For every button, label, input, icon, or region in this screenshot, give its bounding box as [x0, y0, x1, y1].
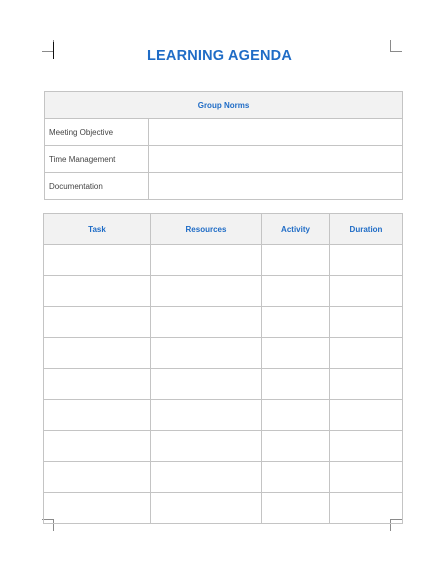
table-row: [44, 369, 403, 400]
group-norms-table: [44, 91, 403, 200]
table-row: [44, 338, 403, 369]
task-cell[interactable]: [44, 493, 151, 524]
norm-label-time-management: Time Management: [45, 146, 149, 173]
task-cell[interactable]: [44, 462, 151, 493]
task-cell[interactable]: [44, 400, 151, 431]
resources-cell[interactable]: [151, 493, 262, 524]
activity-cell[interactable]: [262, 431, 330, 462]
activity-cell[interactable]: [262, 338, 330, 369]
resources-cell[interactable]: [151, 431, 262, 462]
duration-cell[interactable]: [330, 276, 403, 307]
activity-cell[interactable]: [262, 307, 330, 338]
resources-cell[interactable]: [151, 400, 262, 431]
resources-cell[interactable]: [151, 369, 262, 400]
table-row: [44, 307, 403, 338]
activity-cell[interactable]: [262, 369, 330, 400]
duration-cell[interactable]: [330, 307, 403, 338]
task-cell[interactable]: [44, 245, 151, 276]
duration-cell[interactable]: [330, 400, 403, 431]
activity-cell[interactable]: [262, 400, 330, 431]
group-norms-header: Group Norms: [45, 92, 403, 119]
task-cell[interactable]: [44, 276, 151, 307]
group-norms-header-row: [45, 92, 403, 119]
norm-row: [45, 146, 403, 173]
task-table: [43, 213, 403, 524]
activity-cell[interactable]: [262, 245, 330, 276]
table-row: [44, 400, 403, 431]
norm-label-meeting-objective: Meeting Objective: [45, 119, 149, 146]
resources-cell[interactable]: [151, 276, 262, 307]
table-row: [44, 493, 403, 524]
table-row: [44, 276, 403, 307]
resources-cell[interactable]: [151, 338, 262, 369]
norm-value-meeting-objective[interactable]: [149, 119, 403, 146]
task-cell[interactable]: [44, 338, 151, 369]
duration-cell[interactable]: [330, 369, 403, 400]
task-cell[interactable]: [44, 369, 151, 400]
resources-cell[interactable]: [151, 245, 262, 276]
table-row: [44, 245, 403, 276]
column-header-duration: Duration: [330, 214, 403, 245]
column-header-task: Task: [44, 214, 151, 245]
duration-cell[interactable]: [330, 338, 403, 369]
task-cell[interactable]: [44, 431, 151, 462]
norm-row: [45, 119, 403, 146]
task-cell[interactable]: [44, 307, 151, 338]
norm-label-documentation: Documentation: [45, 173, 149, 200]
column-header-resources: Resources: [151, 214, 262, 245]
document-title: LEARNING AGENDA: [146, 48, 293, 64]
task-table-header-row: [44, 214, 403, 245]
table-row: [44, 431, 403, 462]
duration-cell[interactable]: [330, 493, 403, 524]
column-header-activity: Activity: [262, 214, 330, 245]
activity-cell[interactable]: [262, 493, 330, 524]
norm-row: [45, 173, 403, 200]
activity-cell[interactable]: [262, 276, 330, 307]
norm-value-documentation[interactable]: [149, 173, 403, 200]
norm-value-time-management[interactable]: [149, 146, 403, 173]
duration-cell[interactable]: [330, 462, 403, 493]
activity-cell[interactable]: [262, 462, 330, 493]
table-row: [44, 462, 403, 493]
duration-cell[interactable]: [330, 245, 403, 276]
duration-cell[interactable]: [330, 431, 403, 462]
resources-cell[interactable]: [151, 462, 262, 493]
resources-cell[interactable]: [151, 307, 262, 338]
